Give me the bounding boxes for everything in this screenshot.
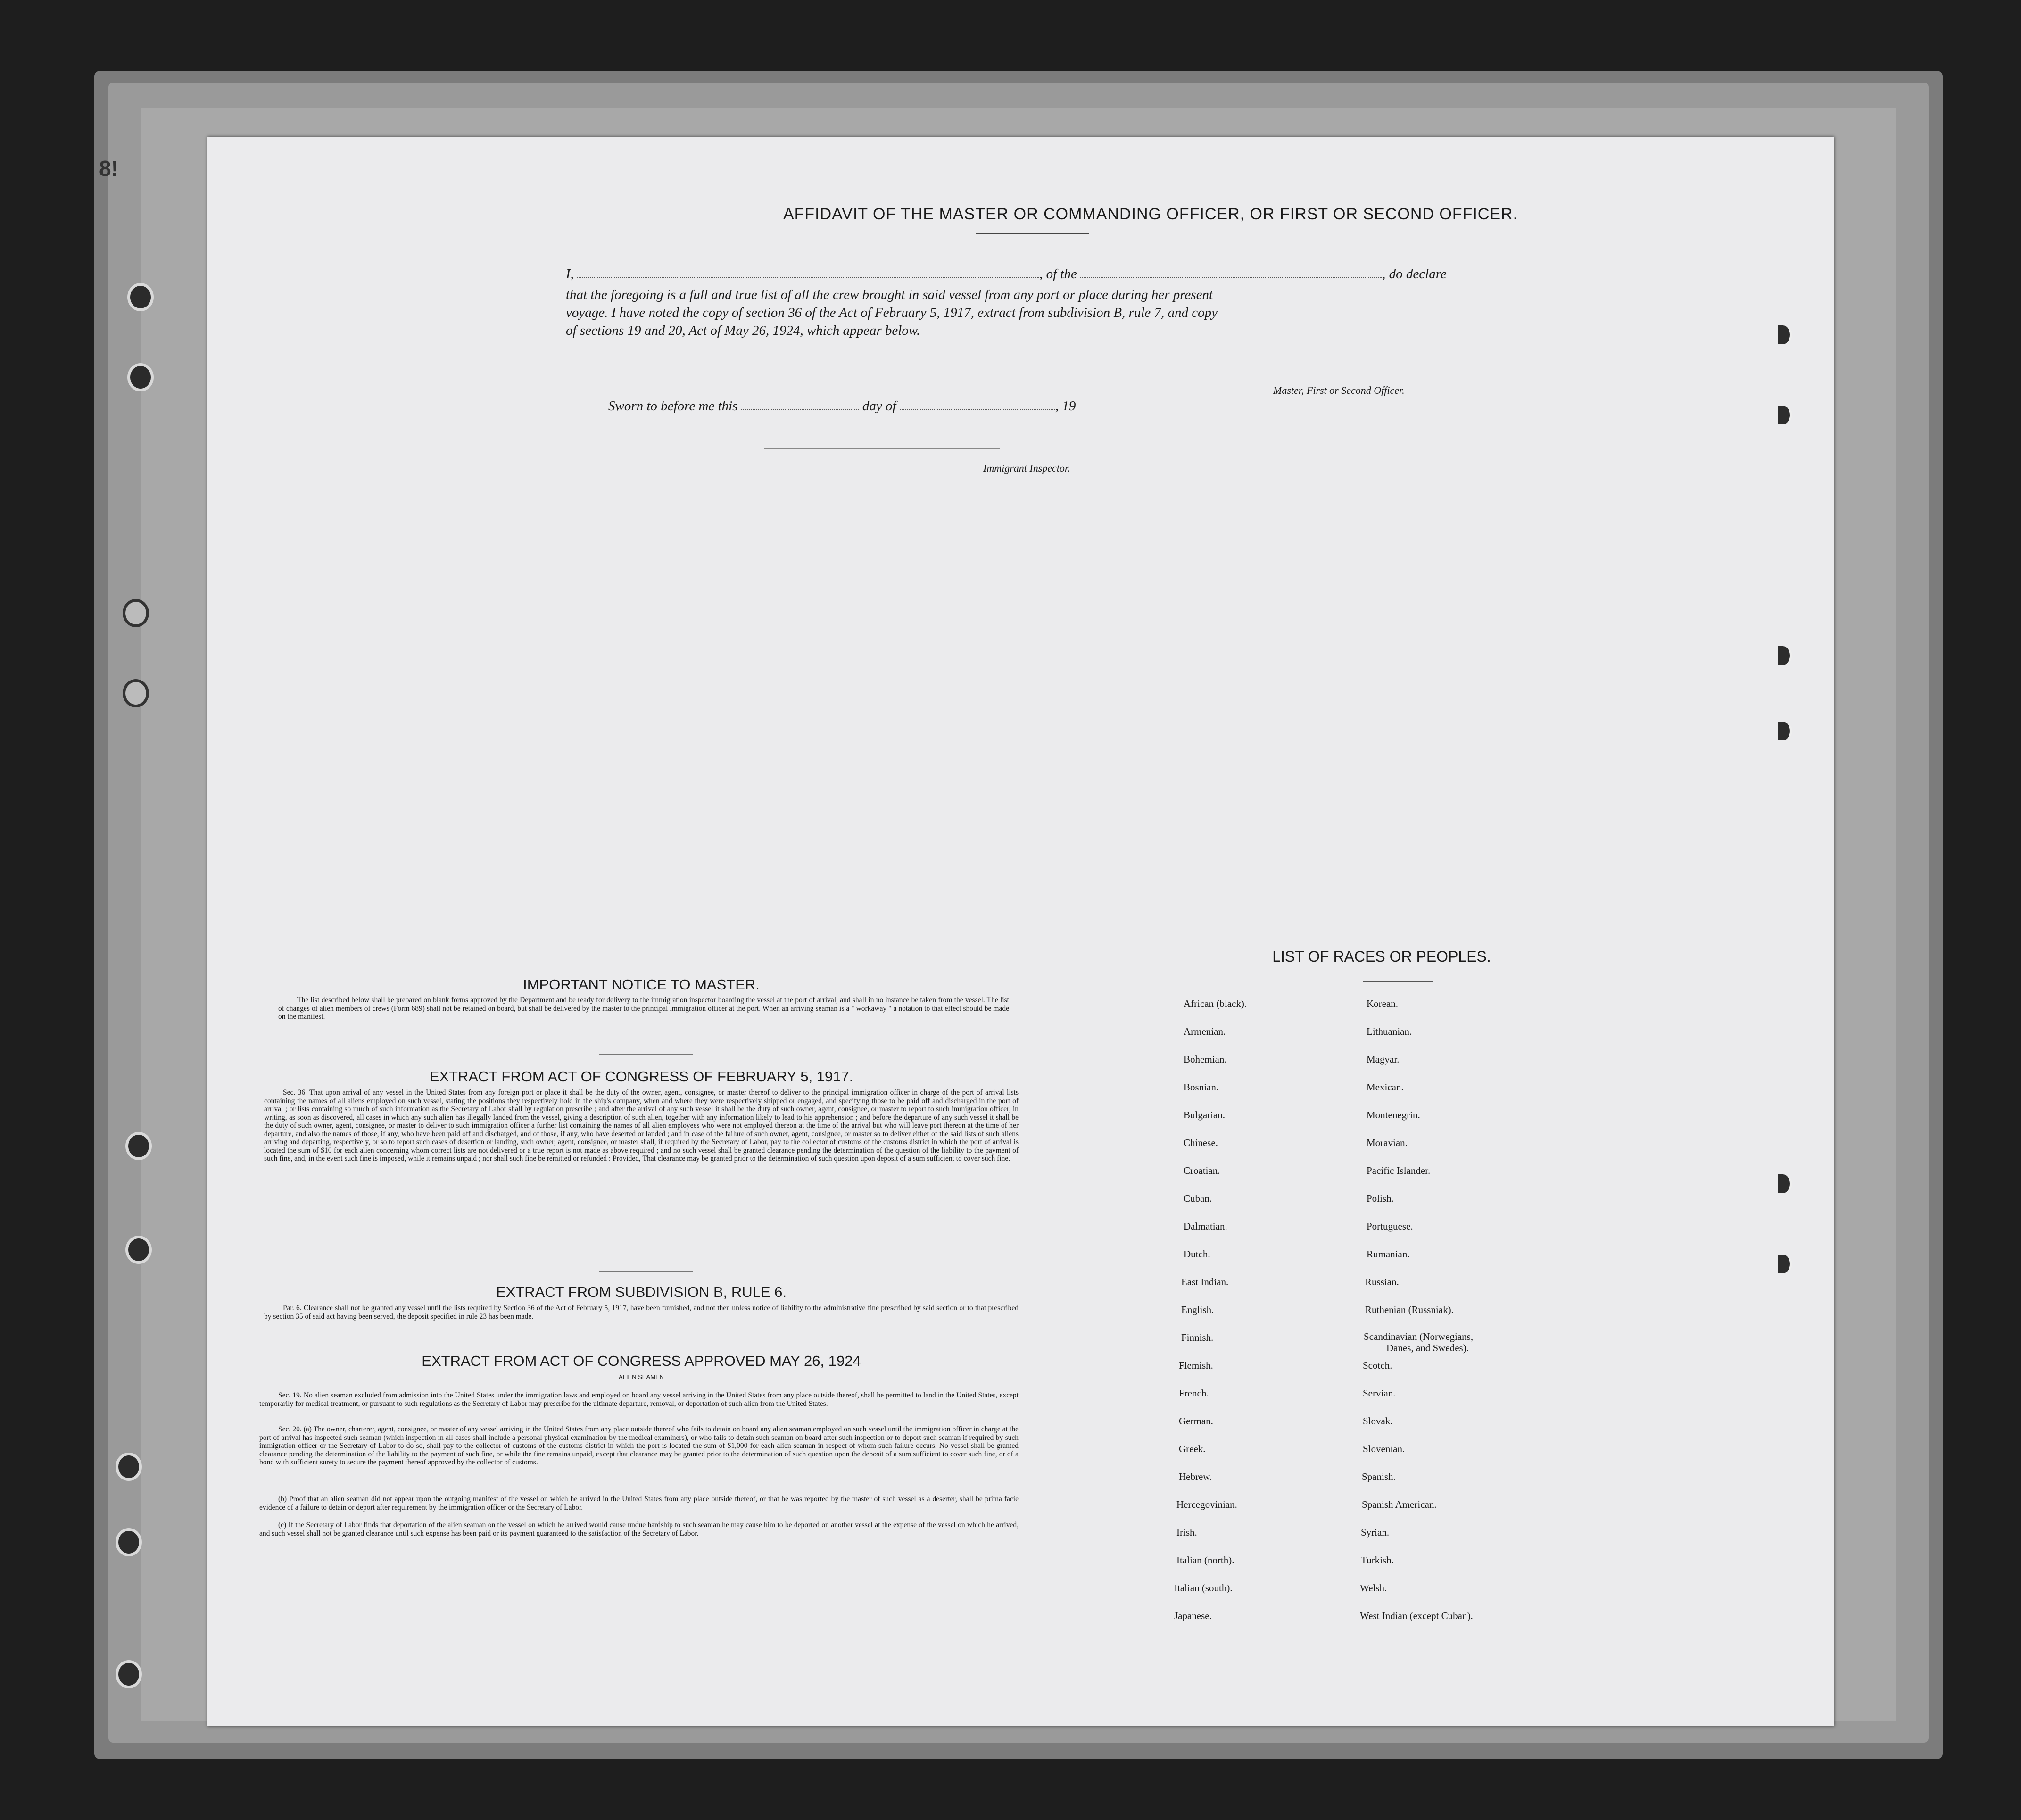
race-left-3: Bosnian. — [1184, 1081, 1219, 1093]
binder-tab-icon — [1778, 646, 1792, 665]
race-right-15: Servian. — [1363, 1388, 1396, 1399]
race-right-0: Korean. — [1367, 998, 1399, 1009]
race-right-19: Spanish American. — [1362, 1499, 1437, 1510]
rule6-body: Par. 6. Clearance shall not be granted any vessel until the lists required by Section 36 of the Act of February 5, 1917, have been furnished, and not then unless notice of liability to the administrative fine prescribed by said section or to that prescribed by section 35 of said act having been served, the deposit specified in rule 23 has been made. — [264, 1304, 1019, 1321]
of-the-label: , of the — [1039, 266, 1077, 282]
inspector-signature-line — [764, 448, 1000, 449]
race-left-15: German. — [1179, 1415, 1213, 1427]
binder-tab-icon — [1778, 1255, 1792, 1273]
race-left-5: Chinese. — [1184, 1137, 1218, 1148]
race-right-12: Scandinavian (Norwegians, — [1364, 1331, 1474, 1342]
race-left-14: French. — [1179, 1388, 1209, 1399]
race-right-20: Syrian. — [1361, 1527, 1390, 1538]
affidavit-line1 — [566, 265, 1698, 283]
race-right-13: Danes, and Swedes). — [1386, 1342, 1469, 1354]
rule6-title: EXTRACT FROM SUBDIVISION B, RULE 6. — [496, 1284, 787, 1300]
vessel-field[interactable] — [1080, 277, 1382, 278]
binder-tab-icon — [1778, 722, 1792, 740]
race-left-20: Italian (north). — [1176, 1554, 1234, 1566]
do-declare-label: , do declare — [1382, 266, 1447, 282]
race-right-16: Slovak. — [1363, 1415, 1393, 1427]
master-signature-caption: Master, First or Second Officer. — [1273, 384, 1405, 396]
race-right-14: Scotch. — [1363, 1360, 1392, 1371]
race-right-9: Rumanian. — [1367, 1248, 1410, 1260]
punch-hole-icon — [123, 599, 149, 627]
punch-hole-icon — [125, 1236, 152, 1264]
race-right-23: West Indian (except Cuban). — [1360, 1610, 1473, 1621]
race-left-10: East Indian. — [1181, 1276, 1229, 1288]
race-left-22: Japanese. — [1174, 1610, 1212, 1621]
race-left-6: Croatian. — [1184, 1165, 1220, 1176]
race-right-2: Magyar. — [1367, 1054, 1400, 1065]
race-right-5: Moravian. — [1367, 1137, 1408, 1148]
inspector-signature-caption: Immigrant Inspector. — [983, 462, 1070, 474]
day-of-label: day of — [862, 399, 896, 414]
race-left-16: Greek. — [1179, 1443, 1206, 1454]
punch-hole-icon — [123, 679, 149, 707]
punch-hole-icon — [127, 283, 154, 311]
race-left-11: English. — [1181, 1304, 1214, 1315]
sworn-line — [608, 397, 1076, 415]
race-left-2: Bohemian. — [1184, 1054, 1227, 1065]
affidavit-line4: of sections 19 and 20, Act of May 26, 1924, which appear below. — [566, 323, 920, 338]
extract-1924-title: EXTRACT FROM ACT OF CONGRESS APPROVED MAY 26, 1924 — [422, 1353, 861, 1369]
race-right-4: Montenegrin. — [1367, 1109, 1420, 1121]
extract-1917-body: Sec. 36. That upon arrival of any vessel in the United States from any foreign port or place it shall be the duty of the owner, agent, consignee, or master thereof to deliver to the principal immigration officer in charge of the port of arrival lists containing the names of all aliens employed on such vessel, stating the positions they respectively hold in the ship's company, when and where they were respectively shipped or engaged, and specifying those to be paid off and discharged in the port of arrival ; or lists containing so much of such information as the Secretary of Labor shall by regulation prescribe ; and after the arrival of any such vessel it shall be the duty of such owner, agent, consignee, or master to report to such immigration officer, in writing, as soon as discovered, all cases in which any such alien has illegally landed from the vessel, giving a description of such alien, together with any information likely to lead to his apprehension ; and before the departure of any such vessel it shall be the duty of such owner, agent, consignee, or master to deliver to such immigration officer a further list containing the names of all alien employees who were not employed thereon at the time of the arrival but who will leave port thereon at the time of her departure, and also the names of those, if any, who have been paid off and discharged, and of those, if any, who have deserted or landed ; and in case of the failure of such owner, agent, consignee, or master so to deliver either of the said lists of such aliens arriving and departing, respectively, or so to report such cases of desertion or landing, such owner, agent, consignee, or master shall, if required by the Secretary of Labor, pay to the collector of customs of the customs district in which the port of arrival is located the sum of $10 for each alien concerning whom correct lists are not delivered or a true report is not made as above required ; and no such vessel shall be granted clearance pending the determination of the question of the liability to the payment of such fine, and, in the event such fine is imposed, while it remains unpaid ; nor shall such fine be remitted or refunded : Provided, That clearance may be granted prior to the determination of such question upon deposit of a sum sufficient to cover such fine. — [264, 1089, 1019, 1163]
race-right-18: Spanish. — [1362, 1471, 1396, 1482]
affidavit-line3: voyage. I have noted the copy of section 36 of the Act of February 5, 1917, extract from subdivision B, rule 7, and copy — [566, 305, 1218, 320]
punch-hole-icon — [127, 363, 154, 391]
binder-tab-icon — [1778, 1174, 1792, 1193]
extract-1917-title: EXTRACT FROM ACT OF CONGRESS OF FEBRUARY 5, 1917. — [429, 1068, 853, 1085]
races-title-divider — [1363, 981, 1433, 982]
race-right-6: Pacific Islander. — [1367, 1165, 1431, 1176]
notice-body: The list described below shall be prepared on blank forms approved by the Department and be ready for delivery to the immigration inspector boarding the vessel at the port of arrival, and shall in no instance be taken from the vessel. The list of changes of alien members of crews (Form 689) shall not be retained on board, but shall be delivered by the master to the principal immigration officer at the port. When an arriving seaman is a " workaway " a notation to that effect should be made on the manifest. — [278, 996, 1009, 1021]
month-field[interactable] — [900, 409, 1055, 410]
section-divider — [599, 1271, 693, 1272]
race-right-11: Ruthenian (Russniak). — [1365, 1304, 1454, 1315]
binder-tab-icon — [1778, 325, 1792, 344]
race-right-10: Russian. — [1365, 1276, 1399, 1288]
race-right-3: Mexican. — [1367, 1081, 1404, 1093]
race-left-4: Bulgarian. — [1184, 1109, 1226, 1121]
binder-tab-icon — [1778, 406, 1792, 424]
race-right-17: Slovenian. — [1363, 1443, 1405, 1454]
affidavit-line2: that the foregoing is a full and true list of all the crew brought in said vessel from any port or place during her present — [566, 287, 1213, 302]
sec20a-body: Sec. 20. (a) The owner, charterer, agent, consignee, or master of any vessel arriving in the United States from any place outside thereof who fails to detain on board any alien seaman employed on such vessel until the immigration officer in charge at the port of arrival has inspected such seaman (which inspection in all cases shall include a personal physical examination by the medical examiners), or who fails to detain such seaman on board after such inspection or to deport such seaman if required by such immigration officer or the Secretary of Labor to do so, shall pay to the collector of customs of the customs district in which the port is located the sum of $1,000 for each alien seaman in respect of whom such failure occurs. No vessel shall be granted clearance pending the determination of the liability to the payment of such fine, or while the fine remains unpaid, except that clearance may be granted prior to the determination of such question upon the deposit of a sum sufficient to cover such fine, or of a bond with sufficient surety to secure the payment thereof approved by the collector of customs. — [259, 1425, 1019, 1466]
year-label: , 19 — [1055, 399, 1076, 414]
form-page — [207, 137, 1834, 1726]
sec19-body: Sec. 19. No alien seaman excluded from admission into the United States under the immigration laws and employed on board any vessel arriving in the United States from any place outside thereof, shall be permitted to land in the United States, except temporarily for medical treatment, or pursuant to such regulations as the Secretary of Labor may prescribe for the ultimate departure, removal, or deportation of such alien from the United States. — [259, 1391, 1019, 1408]
name-field[interactable] — [577, 277, 1039, 278]
race-left-19: Irish. — [1176, 1527, 1197, 1538]
race-left-17: Hebrew. — [1179, 1471, 1212, 1482]
punch-hole-icon — [125, 1132, 152, 1160]
race-left-21: Italian (south). — [1174, 1582, 1233, 1594]
sec20b-body: (b) Proof that an alien seaman did not appear upon the outgoing manifest of the vessel on which he arrived in the United States from any place outside thereof, or that he was reported by the master of such vessel as a deserter, shall be prima facie evidence of a failure to detain or deport after requirement by the immigration officer or the Secretary of Labor. — [259, 1495, 1019, 1512]
sec20c-body: (c) If the Secretary of Labor finds that deportation of the alien seaman on the vessel on which he arrived would cause undue hardship to such seaman he may cause him to be deported on another vessel at the expense of the vessel on which he arrived, and such vessel shall not be granted clearance until such expense has been paid or its payment guaranteed to the satisfaction of the Secretary of Labor. — [259, 1521, 1019, 1537]
race-left-7: Cuban. — [1184, 1193, 1212, 1204]
race-left-9: Dutch. — [1184, 1248, 1210, 1260]
punch-hole-icon — [116, 1660, 142, 1688]
section-divider — [599, 1054, 693, 1055]
punch-hole-icon — [116, 1453, 142, 1481]
race-left-18: Hercegovinian. — [1176, 1499, 1237, 1510]
punch-hole-icon — [116, 1528, 142, 1556]
margin-mark: 8! — [99, 156, 118, 181]
affidavit-title: AFFIDAVIT OF THE MASTER OR COMMANDING OFFICER, OR FIRST OR SECOND OFFICER. — [783, 205, 1518, 223]
extract-1924-subtitle: ALIEN SEAMEN — [618, 1373, 664, 1380]
race-left-12: Finnish. — [1181, 1332, 1214, 1343]
race-right-21: Turkish. — [1361, 1554, 1394, 1566]
race-right-22: Welsh. — [1360, 1582, 1387, 1594]
title-divider — [976, 233, 1089, 234]
race-right-7: Polish. — [1367, 1193, 1394, 1204]
race-right-1: Lithuanian. — [1367, 1026, 1412, 1037]
race-left-13: Flemish. — [1179, 1360, 1213, 1371]
day-field[interactable] — [741, 409, 859, 410]
race-left-8: Dalmatian. — [1184, 1221, 1227, 1232]
race-left-1: Armenian. — [1184, 1026, 1226, 1037]
notice-title: IMPORTANT NOTICE TO MASTER. — [523, 976, 760, 993]
sworn-label: Sworn to before me this — [608, 399, 738, 414]
races-title: LIST OF RACES OR PEOPLES. — [1272, 948, 1491, 965]
i-label: I, — [566, 266, 574, 282]
race-right-8: Portuguese. — [1367, 1221, 1413, 1232]
race-left-0: African (black). — [1184, 998, 1247, 1009]
